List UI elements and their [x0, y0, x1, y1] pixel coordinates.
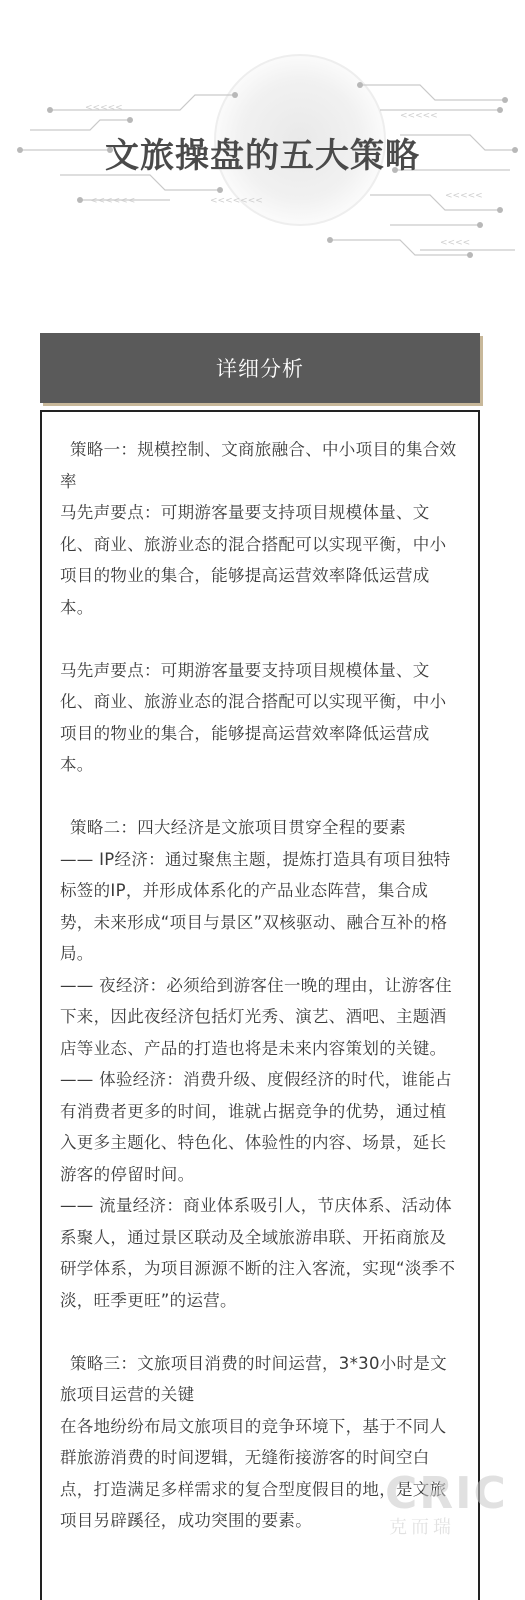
paragraph-spacer: [60, 1316, 460, 1348]
paragraph-spacer: [60, 781, 460, 813]
paragraph: 马先声要点：可期游客量要支持项目规模体量、文化、商业、旅游业态的混合搭配可以实现平衡，中小项目的物业的集合，能够提高运营效率降低运营成本。: [60, 660, 447, 774]
strategy-heading: 策略二：四大经济是文旅项目贯穿全程的要素: [70, 818, 406, 837]
svg-text:<<<<<<: <<<<<<: [90, 196, 136, 206]
hero-banner: [0, 0, 525, 300]
paragraph-spacer: [60, 623, 460, 655]
paragraph: 在各地纷纷布局文旅项目的竞争环境下，基于不同人群旅游消费的时间逻辑，无缝衔接游客的时间空白点，打造满足多样需求的复合型度假目的地，是文旅项目另辟蹊径，成功突围的要素。: [60, 1416, 447, 1530]
paragraph: —— IP经济：通过聚焦主题，提炼打造具有项目独特标签的IP，并形成体系化的产品业态阵营，集合成势，未来形成“项目与景区”双核驱动、融合互补的格局。: [60, 849, 451, 963]
page-title: 文旅操盘的五大策略: [105, 136, 420, 176]
watermark-subtext: 克而瑞: [389, 1517, 455, 1538]
svg-text:<<<<<: <<<<<: [400, 111, 438, 121]
strategy-heading: 策略三：文旅项目消费的时间运营，3*30小时是文旅项目运营的关键: [60, 1353, 447, 1404]
svg-text:<<<<<: <<<<<: [445, 191, 483, 201]
svg-text:<<<<<: <<<<<: [85, 103, 123, 113]
paragraph: 马先声要点：可期游客量要支持项目规模体量、文化、商业、旅游业态的混合搭配可以实现平衡，中小项目的物业的集合，能够提高运营效率降低运营成本。: [60, 503, 447, 617]
section-title: 详细分析: [216, 357, 304, 381]
content-list: [60, 434, 460, 1537]
strategy-heading: 策略一：规模控制、文商旅融合、中小项目的集合效率: [60, 440, 457, 491]
section-header-bar: [40, 333, 480, 403]
watermark-text: CRIC: [385, 1468, 508, 1519]
article-content-box: [40, 410, 480, 1600]
paragraph: —— 体验经济：消费升级、度假经济的时代，谁能占有消费者更多的时间，谁就占据竞争的优势，通过植入更多主题化、特色化、体验性的内容、场景，延长游客的停留时间。: [60, 1070, 452, 1184]
paragraph: —— 流量经济：商业体系吸引人，节庆体系、活动体系聚人，通过景区联动及全域旅游串联、开拓商旅及研学体系，为项目源源不断的注入客流，实现“淡季不淡，旺季更旺”的运营。: [60, 1196, 456, 1310]
svg-text:<<<<: <<<<: [440, 238, 471, 248]
paragraph: —— 夜经济：必须给到游客住一晚的理由，让游客住下来，因此夜经济包括灯光秀、演艺、酒吧、主题酒店等业态、产品的打造也将是未来内容策划的关键。: [60, 975, 452, 1058]
svg-text:<<<<<<<: <<<<<<<: [210, 196, 263, 206]
